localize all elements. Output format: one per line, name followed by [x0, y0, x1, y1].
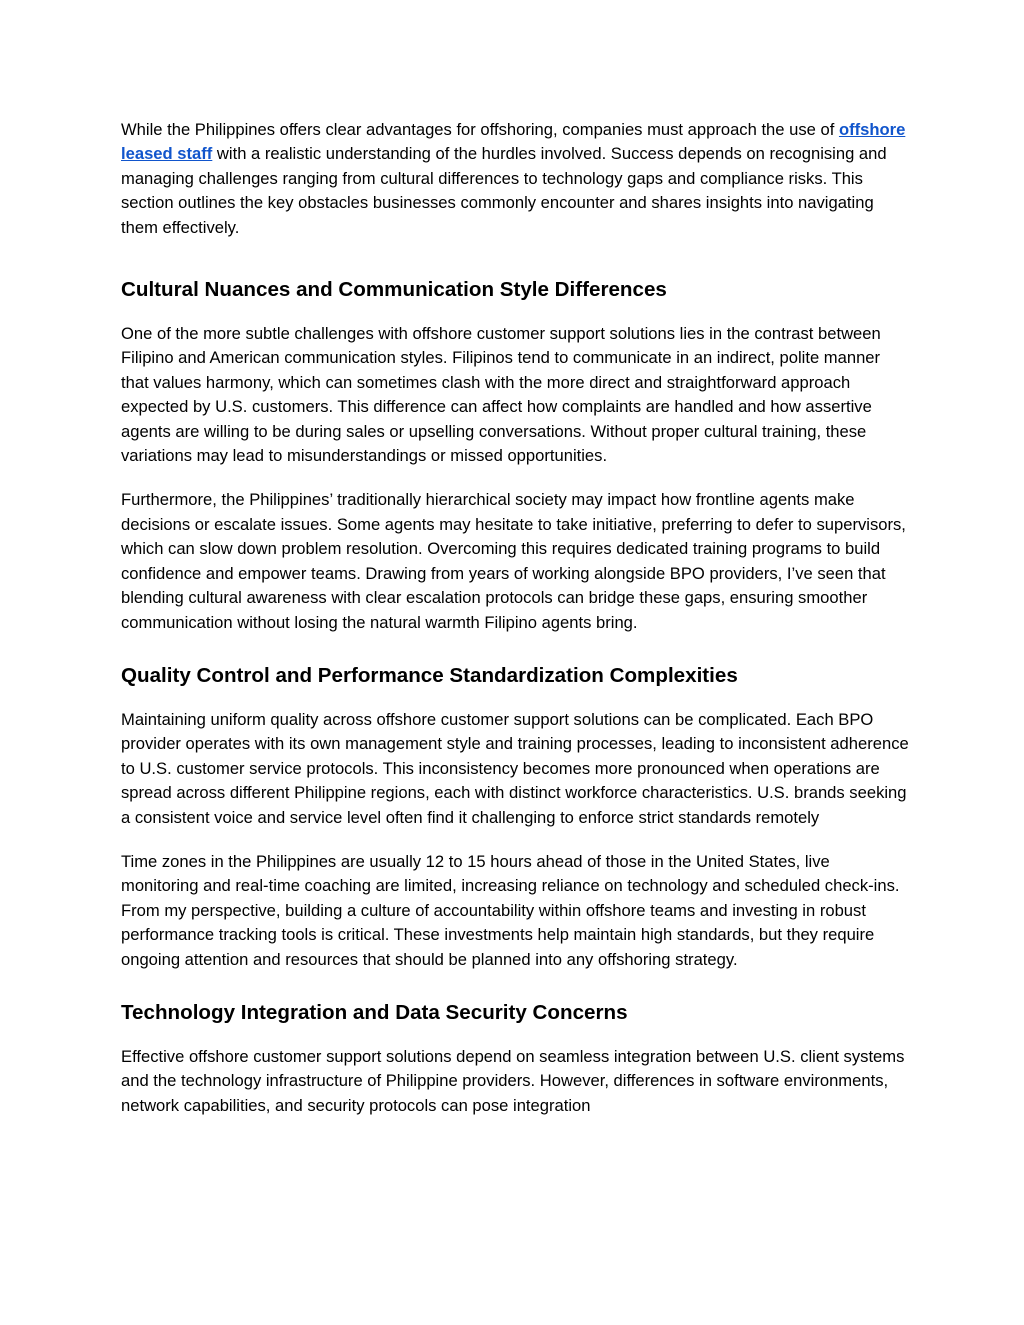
section-heading-technology-integration: Technology Integration and Data Security Concerns: [121, 1000, 628, 1024]
intro-text-after-link: with a realistic understanding of the hurdles involved. Success depends on recognising and managing challenges ranging from cultural differences to technology gaps and compliance risks. This section outlines the key obstacles businesses commonly encounter and shares insights into navigating them effectively.: [121, 144, 887, 237]
section-heading-cultural-nuances: Cultural Nuances and Communication Style Differences: [121, 278, 667, 302]
section-paragraph: Furthermore, the Philippines’ traditionally hierarchical society may impact how frontline agents make decisions or escalate issues. Some agents may hesitate to take initiative, preferring to defer to supervisors, which can slow down problem resolution. Overcoming this requires dedicated training programs to build confidence and empower teams. Drawing from years of working alongside BPO providers, I’ve seen that blending cultural awareness with clear escalation protocols can bridge these gaps, ensuring smoother communication without losing the natural warmth Filipino agents bring.: [121, 490, 906, 632]
offshore-leased-staff-link[interactable]: offshore leased staff: [121, 120, 906, 164]
section-paragraph: Maintaining uniform quality across offshore customer support solutions can be complicated. Each BPO provider operates with its own management style and training processes, leading to inconsistent adherence to U.S. customer service protocols. This inconsistency becomes more pronounced when operations are spread across different Philippine regions, each with distinct workforce characteristics. U.S. brands seeking a consistent voice and service level often find it challenging to enforce strict standards remotely: [121, 709, 909, 827]
intro-paragraph: [121, 118, 911, 240]
document-page: [121, 118, 911, 1118]
section-paragraph: Time zones in the Philippines are usually 12 to 15 hours ahead of those in the United States, live monitoring and real-time coaching are limited, increasing reliance on technology and scheduled check-ins. From my perspective, building a culture of accountability within offshore teams and investing in robust performance tracking tools is critical. These investments help maintain high standards, but they require ongoing attention and resources that should be planned into any offshoring strategy.: [121, 851, 900, 969]
section-paragraph: Effective offshore customer support solutions depend on seamless integration between U.S. client systems and the technology infrastructure of Philippine providers. However, differences in software environments, network capabilities, and security protocols can pose integration: [121, 1046, 905, 1115]
section-heading-quality-control: Quality Control and Performance Standardization Complexities: [121, 663, 738, 687]
intro-text-before-link: While the Philippines offers clear advantages for offshoring, companies must approach the use of: [121, 120, 839, 139]
section-paragraph: One of the more subtle challenges with offshore customer support solutions lies in the contrast between Filipino and American communication styles. Filipinos tend to communicate in an indirect, polite manner that values harmony, which can sometimes clash with the more direct and straightforward approach expected by U.S. customers. This difference can affect how complaints are handled and how assertive agents are willing to be during sales or upselling conversations. Without proper cultural training, these variations may lead to misunderstandings or missed opportunities.: [121, 324, 881, 466]
